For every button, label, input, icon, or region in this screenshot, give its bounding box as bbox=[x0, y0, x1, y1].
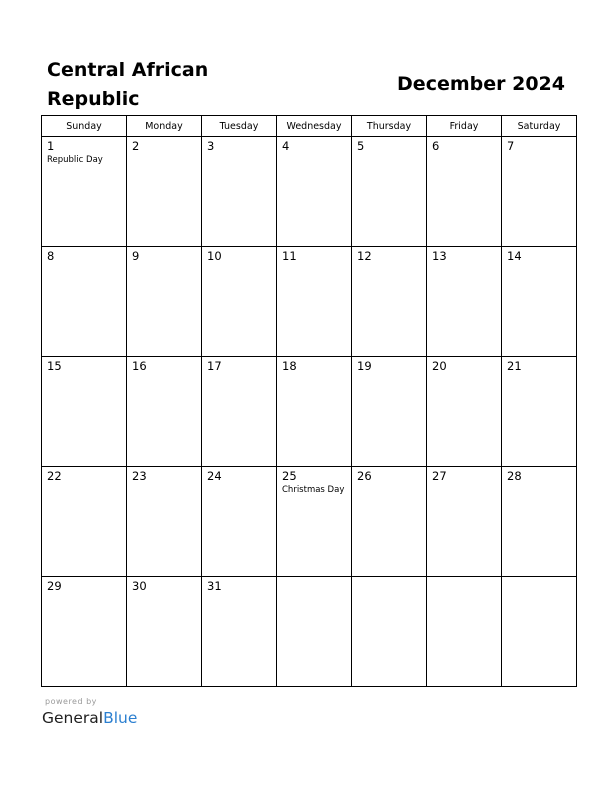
day-cell bbox=[127, 137, 202, 247]
day-number: 20 bbox=[432, 359, 447, 373]
day-cell bbox=[502, 247, 577, 357]
day-cell bbox=[427, 467, 502, 577]
weekday-header-saturday: Saturday bbox=[502, 116, 577, 137]
weekday-header-sunday: Sunday bbox=[42, 116, 127, 137]
weekday-header-monday: Monday bbox=[127, 116, 202, 137]
calendar-grid bbox=[41, 115, 571, 689]
day-number: 7 bbox=[507, 139, 515, 153]
day-cell bbox=[42, 137, 127, 247]
day-cell bbox=[127, 247, 202, 357]
day-cell bbox=[127, 357, 202, 467]
day-cell bbox=[502, 577, 577, 687]
country-title: Central African Republic bbox=[47, 59, 209, 110]
day-cell bbox=[202, 467, 277, 577]
day-cell bbox=[352, 467, 427, 577]
day-cell bbox=[202, 357, 277, 467]
day-cell bbox=[427, 247, 502, 357]
day-number: 3 bbox=[207, 139, 215, 153]
day-cell bbox=[352, 577, 427, 687]
month-year-title: December 2024 bbox=[397, 73, 565, 95]
day-number: 2 bbox=[132, 139, 140, 153]
brand-blue-text: Blue bbox=[103, 709, 138, 727]
generalblue-branding bbox=[42, 697, 137, 729]
day-cell bbox=[42, 357, 127, 467]
day-cell bbox=[42, 467, 127, 577]
week-row bbox=[42, 247, 577, 357]
day-number: 21 bbox=[507, 359, 522, 373]
day-number: 17 bbox=[207, 359, 222, 373]
day-cell bbox=[277, 357, 352, 467]
day-cell bbox=[427, 357, 502, 467]
day-number: 26 bbox=[357, 469, 372, 483]
week-row bbox=[42, 137, 577, 247]
day-cell bbox=[202, 137, 277, 247]
brand-general-text: General bbox=[42, 709, 104, 727]
day-number: 31 bbox=[207, 579, 222, 593]
day-number: 25 bbox=[282, 469, 297, 483]
day-number: 18 bbox=[282, 359, 297, 373]
weekday-header-row bbox=[42, 116, 577, 137]
day-cell bbox=[127, 467, 202, 577]
day-number: 10 bbox=[207, 249, 222, 263]
day-cell bbox=[352, 137, 427, 247]
day-number: 30 bbox=[132, 579, 147, 593]
day-cell bbox=[502, 137, 577, 247]
calendar-table bbox=[41, 115, 577, 687]
day-number: 11 bbox=[282, 249, 297, 263]
week-row bbox=[42, 357, 577, 467]
day-number: 23 bbox=[132, 469, 147, 483]
day-number: 15 bbox=[47, 359, 62, 373]
day-cell bbox=[277, 137, 352, 247]
day-number: 22 bbox=[47, 469, 62, 483]
day-number: 19 bbox=[357, 359, 372, 373]
weekday-header-wednesday: Wednesday bbox=[277, 116, 352, 137]
day-number: 9 bbox=[132, 249, 140, 263]
day-number: 4 bbox=[282, 139, 290, 153]
day-number: 28 bbox=[507, 469, 522, 483]
day-number: 5 bbox=[357, 139, 365, 153]
day-cell bbox=[352, 357, 427, 467]
day-cell bbox=[202, 247, 277, 357]
day-cell bbox=[277, 577, 352, 687]
day-cell bbox=[277, 467, 352, 577]
weekday-header-thursday: Thursday bbox=[352, 116, 427, 137]
day-cell bbox=[427, 137, 502, 247]
weekday-header-friday: Friday bbox=[427, 116, 502, 137]
day-number: 12 bbox=[357, 249, 372, 263]
day-number: 14 bbox=[507, 249, 522, 263]
day-cell bbox=[502, 357, 577, 467]
generalblue-logo bbox=[42, 707, 137, 729]
day-cell bbox=[277, 247, 352, 357]
day-number: 29 bbox=[47, 579, 62, 593]
day-number: 27 bbox=[432, 469, 447, 483]
day-cell bbox=[42, 247, 127, 357]
powered-by-text: powered by bbox=[45, 697, 97, 706]
day-number: 13 bbox=[432, 249, 447, 263]
day-number: 24 bbox=[207, 469, 222, 483]
day-cell bbox=[42, 577, 127, 687]
week-row bbox=[42, 577, 577, 687]
day-number: 16 bbox=[132, 359, 147, 373]
day-cell bbox=[427, 577, 502, 687]
day-cell bbox=[202, 577, 277, 687]
day-number: 6 bbox=[432, 139, 440, 153]
day-cell bbox=[352, 247, 427, 357]
holiday-label: Republic Day bbox=[47, 155, 103, 165]
day-cell bbox=[502, 467, 577, 577]
weekday-header-tuesday: Tuesday bbox=[202, 116, 277, 137]
holiday-label: Christmas Day bbox=[282, 485, 345, 495]
day-number: 8 bbox=[47, 249, 55, 263]
day-number: 1 bbox=[47, 139, 55, 153]
week-row bbox=[42, 467, 577, 577]
day-cell bbox=[127, 577, 202, 687]
